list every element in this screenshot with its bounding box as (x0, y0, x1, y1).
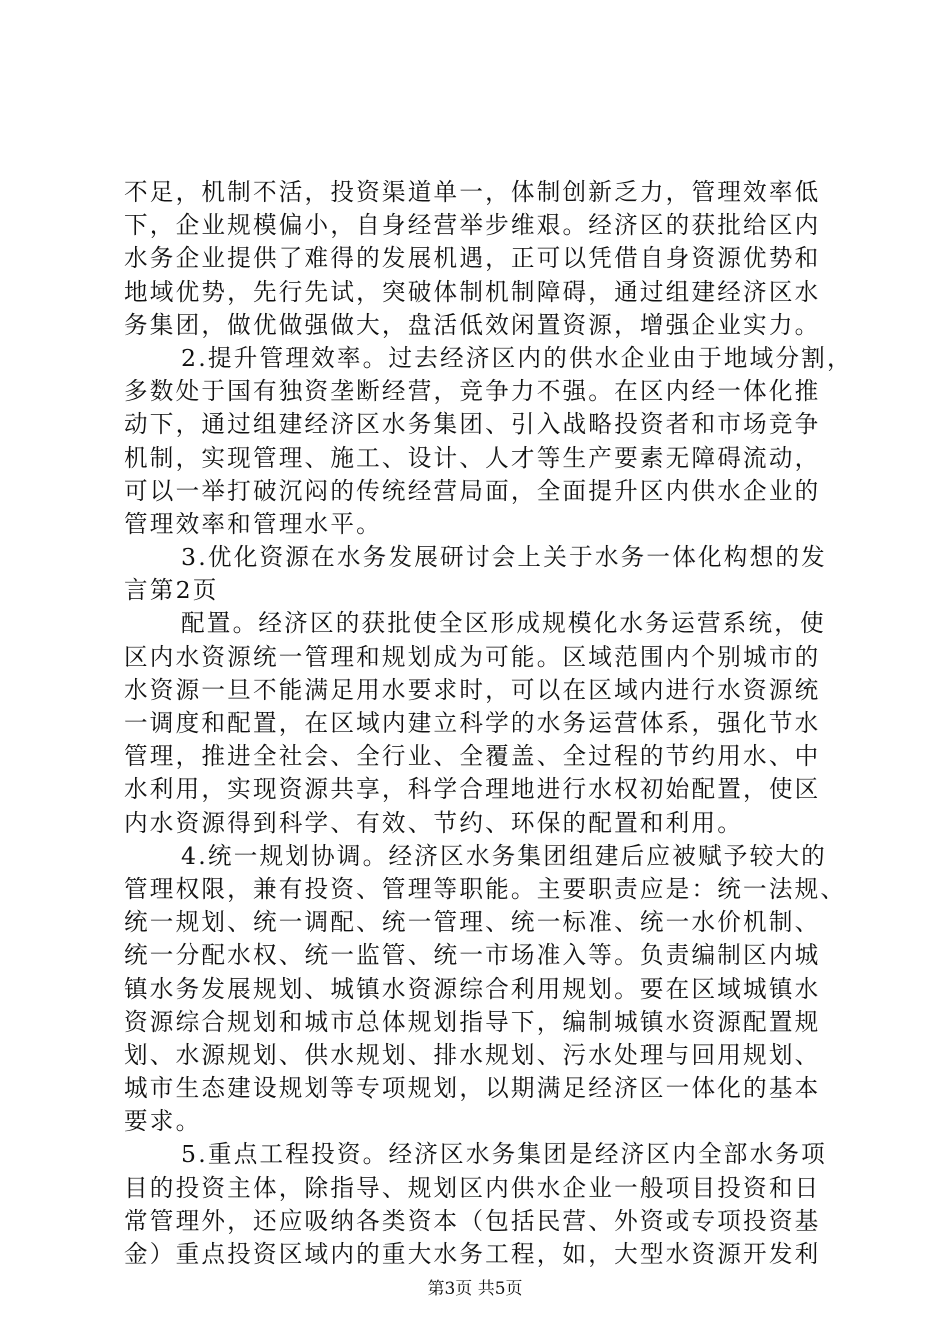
text-line: 内水资源得到科学、有效、节约、环保的配置和利用。 (124, 808, 744, 837)
text-line: 可以一举打破沉闷的传统经营局面，全面提升区内供水企业的 (124, 476, 821, 505)
paragraph-start-line: 配置。经济区的获批使全区形成规模化水务运营系统，使 (181, 609, 826, 638)
text-line: 机制，实现管理、施工、设计、人才等生产要素无障碍流动， (124, 443, 821, 472)
text-line: 统一规划、统一调配、统一管理、统一标准、统一水价机制、 (124, 908, 821, 937)
text-line: 城市生态建设规划等专项规划，以期满足经济区一体化的基本 (124, 1074, 821, 1103)
text-line: 要求。 (124, 1107, 202, 1136)
text-line: 水资源一旦不能满足用水要求时，可以在区域内进行水资源统 (124, 675, 821, 704)
text-line: 划、水源规划、供水规划、排水规划、污水处理与回用规划、 (124, 1040, 821, 1069)
text-line: 言第2页 (124, 576, 219, 605)
paragraph-start-line: 4.统一规划协调。经济区水务集团组建后应被赋予较大的 (181, 841, 827, 870)
document-body (124, 176, 853, 1271)
text-line: 镇水务发展规划、城镇水资源综合利用规划。要在区域城镇水 (124, 974, 821, 1003)
paragraph-start-line: 2.提升管理效率。过去经济区内的供水企业由于地域分割， (181, 343, 853, 372)
text-line: 动下，通过组建经济区水务集团、引入战略投资者和市场竞争 (124, 410, 821, 439)
text-line: 下，企业规模偏小，自身经营举步维艰。经济区的获批给区内 (124, 211, 821, 240)
page-footer: 第3页 共5页 (427, 1279, 523, 1299)
text-line: 一调度和配置，在区域内建立科学的水务运营体系，强化节水 (124, 709, 821, 737)
text-line: 多数处于国有独资垄断经营，竞争力不强。在区内经一体化推 (124, 377, 821, 406)
paragraph-start-line: 5.重点工程投资。经济区水务集团是经济区内全部水务项 (181, 1140, 827, 1169)
text-line: 金）重点投资区域内的重大水务工程，如，大型水资源开发利 (124, 1240, 821, 1268)
text-line: 水利用，实现资源共享，科学合理地进行水权初始配置，使区 (124, 775, 821, 804)
text-line: 管理，推进全社会、全行业、全覆盖、全过程的节约用水、中 (124, 742, 821, 771)
text-line: 区内水资源统一管理和规划成为可能。区域范围内个别城市的 (124, 642, 821, 671)
text-line: 不足，机制不活，投资渠道单一，体制创新乏力，管理效率低 (124, 178, 821, 206)
text-line: 常管理外，还应吸纳各类资本（包括民营、外资或专项投资基 (124, 1206, 821, 1235)
text-line: 务集团，做优做强做大，盘活低效闲置资源，增强企业实力。 (124, 310, 821, 339)
text-line: 水务企业提供了难得的发展机遇，正可以凭借自身资源优势和 (124, 244, 821, 273)
text-line: 管理权限，兼有投资、管理等职能。主要职责应是：统一法规、 (124, 874, 847, 903)
text-line: 统一分配水权、统一监管、统一市场准入等。负责编制区内城 (124, 941, 821, 970)
text-line: 资源综合规划和城市总体规划指导下，编制城镇水资源配置规 (124, 1007, 821, 1036)
text-line: 目的投资主体，除指导、规划区内供水企业一般项目投资和日 (124, 1173, 821, 1202)
paragraph-start-line: 3.优化资源在水务发展研讨会上关于水务一体化构想的发 (181, 543, 827, 572)
text-line: 管理效率和管理水平。 (124, 509, 382, 538)
text-line: 地域优势，先行先试，突破体制机制障碍，通过组建经济区水 (124, 277, 821, 306)
